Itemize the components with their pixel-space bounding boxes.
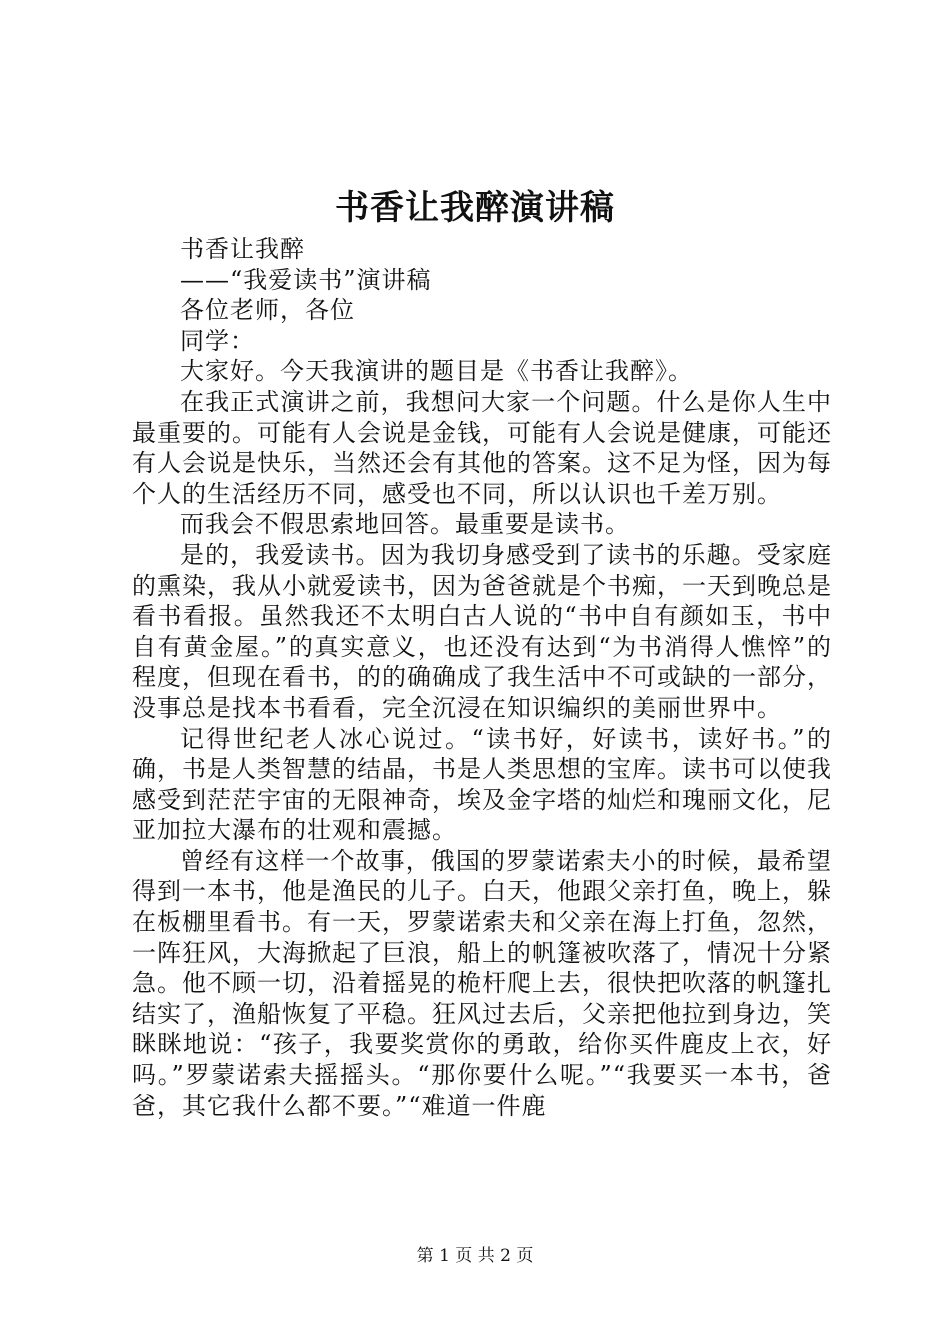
document-title: 书香让我醉演讲稿 xyxy=(335,188,615,228)
paragraph: 在我正式演讲之前，我想问大家一个问题。什么是你人生中最重要的。可能有人会说是金钱，可能有人会说是健康，可能还有人会说是快乐，当然还会有其他的答案。这不足为怪，因为每个人的生活经历不同，感受也不同，所以认识也千差万别。 xyxy=(132,387,832,508)
paragraph: 是的，我爱读书。因为我切身感受到了读书的乐趣。受家庭的熏染，我从小就爱读书，因为爸爸就是个书痴，一天到晚总是看书看报。虽然我还不太明白古人说的“书中自有颜如玉，书中自有黄金屋。”的真实意义，也还没有达到“为书消得人憔悴”的程度，但现在看书，的的确确成了我生活中不可或缺的一部分，没事总是找本书看看，完全沉浸在知识编织的美丽世界中。 xyxy=(132,540,832,722)
document-body xyxy=(132,234,832,1121)
paragraph: 同学： xyxy=(180,326,255,355)
paragraph: 记得世纪老人冰心说过。“读书好，好读书，读好书。”的确，书是人类智慧的结晶，书是人类思想的宝库。读书可以使我感受到茫茫宇宙的无限神奇，埃及金字塔的灿烂和瑰丽文化，尼亚加拉大瀑布的壮观和震撼。 xyxy=(132,724,832,845)
paragraph: 书香让我醉 xyxy=(180,235,305,263)
paragraph: ——“我爱读书”演讲稿 xyxy=(180,265,432,294)
page-footer: 第 1 页 共 2 页 xyxy=(416,1246,534,1266)
paragraph: 大家好。今天我演讲的题目是《书香让我醉》。 xyxy=(180,357,693,386)
paragraph: 各位老师，各位 xyxy=(180,296,355,325)
paragraph: 曾经有这样一个故事，俄国的罗蒙诺索夫小的时候，最希望得到一本书，他是渔民的儿子。白天，他跟父亲打鱼，晚上，躲在板棚里看书。有一天，罗蒙诺索夫和父亲在海上打鱼，忽然，一阵狂风，大海掀起了巨浪，船上的帆篷被吹落了，情况十分紧急。他不顾一切，沿着摇晃的桅杆爬上去，很快把吹落的帆篷扎结实了，渔船恢复了平稳。狂风过去后，父亲把他拉到身边，笑眯眯地说：“孩子，我要奖赏你的勇敢，给你买件鹿皮上衣，好吗。”罗蒙诺索夫摇摇头。“那你要什么呢。”“我要买一本书，爸爸，其它我什么都不要。”“难道一件鹿 xyxy=(132,846,832,1120)
paragraph: 而我会不假思索地回答。最重要是读书。 xyxy=(180,510,630,539)
